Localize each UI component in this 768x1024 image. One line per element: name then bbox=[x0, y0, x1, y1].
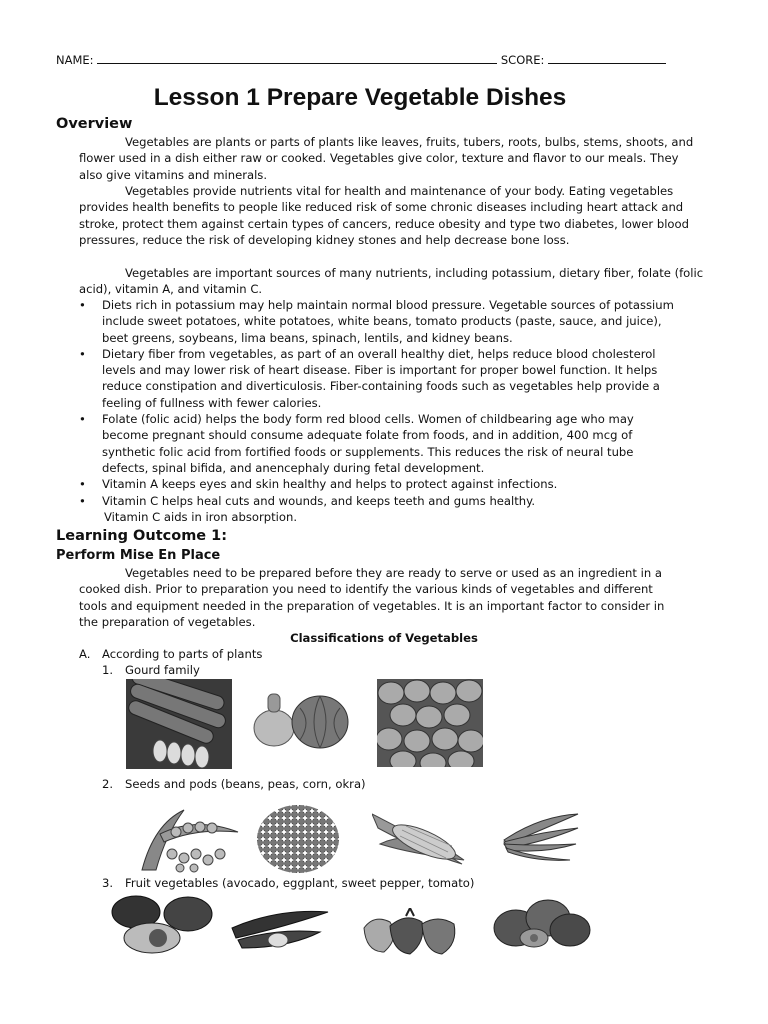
bullet-dot: • bbox=[79, 412, 86, 427]
sweet-pepper-photo bbox=[360, 908, 460, 956]
overview-paragraph-3: Vegetables are important sources of many nutrients, including potassium, dietary fiber, folate (folic acid), vitamin A, and vitamin C. bbox=[79, 266, 704, 297]
eggplant-photo bbox=[228, 906, 332, 950]
sliced-cucumber-photo bbox=[126, 679, 232, 769]
page-title: Lesson 1 Prepare Vegetable Dishes bbox=[153, 84, 567, 111]
avocado-photo bbox=[108, 894, 214, 954]
chayote-pile-photo bbox=[377, 679, 483, 767]
pea-pile-photo bbox=[256, 804, 340, 874]
score-blank[interactable] bbox=[548, 52, 666, 64]
learning-outcome-heading: Learning Outcome 1: bbox=[56, 528, 228, 544]
bullet-dot: • bbox=[79, 493, 86, 508]
bullet-dot: • bbox=[79, 298, 86, 312]
overview-paragraph-2: Vegetables provide nutrients vital for health and maintenance of your body. Eating vegetables provides health benefits to people like reduced risk of some chronic diseases including heart attack and stroke, protect them against certain types of cancers, reduce obesity and type two diabetes, lower blood pressures, reduce the risk of developing kidney stones and help decrease bone loss. bbox=[79, 184, 689, 247]
bullet-vitamin-c: • Vitamin C helps heal cuts and wounds, and keeps teeth and gums healthy. bbox=[79, 493, 536, 508]
nutrient-bullet-list bbox=[79, 297, 679, 509]
name-label: NAME: bbox=[56, 53, 94, 67]
tomato-photo bbox=[490, 896, 594, 948]
item-gourd-family: 1. Gourd family bbox=[102, 663, 200, 677]
bullet-folate: • Folate (folic acid) helps the body form red blood cells. Women of childbearing age who may become pregnant should consume adequate folate from foods, and in addition, 400 mcg of synthetic folic acid from fortified foods or supplements. This reduces the risk of neural tube defects, spinal bifida, and anencephaly during fetal development. bbox=[79, 412, 634, 475]
item-fruit-vegetables: 3. Fruit vegetables (avocado, eggplant, sweet pepper, tomato) bbox=[102, 876, 475, 890]
overview-paragraph-1: Vegetables are plants or parts of plants like leaves, fruits, tubers, roots, bulbs, stems, shoots, and flower used in a dish either raw or cooked. Vegetables give color, texture and flavor to our meals. They also give vitamins and minerals. bbox=[79, 135, 694, 182]
bullet-vitamin-a: • Vitamin A keeps eyes and skin healthy and helps to protect against infections. bbox=[79, 477, 558, 492]
bullet-dot: • bbox=[79, 477, 86, 492]
mise-en-place-subheading: Perform Mise En Place bbox=[56, 548, 221, 563]
item-seeds-pods: 2. Seeds and pods (beans, peas, corn, okra) bbox=[102, 777, 366, 791]
overview-heading: Overview bbox=[56, 116, 133, 132]
bullet-fiber: • Dietary fiber from vegetables, as part of an overall healthy diet, helps reduce blood cholesterol levels and may lower risk of heart disease. Fiber is important for proper bowel function. It helps reduce constipation and diverticulosis. Fiber-containing foods such as vegetables help provide a feeling of fullness with fewer calories. bbox=[79, 346, 660, 410]
bullet-potassium: • Diets rich in potassium may help maintain normal blood pressure. Vegetable sources of potassium include sweet potatoes, white potatoes, white beans, tomato products (paste, sauce, and juice), beet greens, soybeans, lima beans, spinach, lentils, and kidney beans. bbox=[79, 298, 674, 345]
section-a-label: A. According to parts of plants bbox=[79, 647, 263, 661]
pea-pod-photo bbox=[136, 804, 240, 874]
name-blank[interactable] bbox=[97, 52, 497, 64]
okra-photo bbox=[500, 810, 580, 862]
classifications-heading: Classifications of Vegetables bbox=[290, 631, 478, 645]
learning-outcome-paragraph: Vegetables need to be prepared before they are ready to serve or used as an ingredient in a cooked dish. Prior to preparation you need to identify the various kinds of vegetables and different tools and equipment needed in the preparation of vegetables. It is an important factor to consider in the preparation of vegetables. bbox=[79, 566, 665, 629]
squash-photo bbox=[248, 688, 350, 750]
bullet-continuation: Vitamin C aids in iron absorption. bbox=[104, 510, 298, 524]
corn-cob-photo bbox=[372, 804, 468, 866]
name-score-line bbox=[56, 52, 716, 67]
bullet-dot: • bbox=[79, 346, 86, 361]
score-label: SCORE: bbox=[500, 53, 545, 67]
